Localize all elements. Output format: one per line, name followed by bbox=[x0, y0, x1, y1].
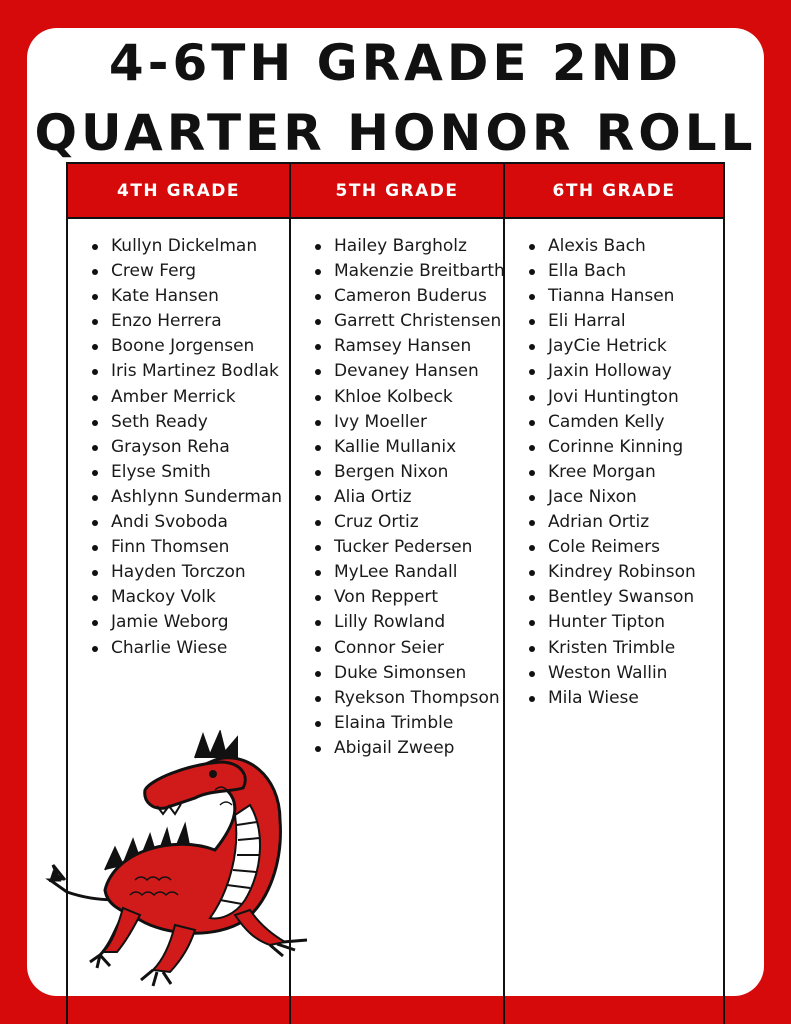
list-item: Lilly Rowland bbox=[309, 610, 503, 635]
column-header-5th-grade: 5TH GRADE bbox=[291, 162, 503, 219]
list-item: Ryekson Thompson bbox=[309, 686, 503, 711]
list-item: JayCie Hetrick bbox=[523, 334, 723, 359]
column-6th-grade bbox=[505, 162, 723, 1024]
list-item: Garrett Christensen bbox=[309, 309, 503, 334]
page-title bbox=[0, 28, 791, 168]
list-item: MyLee Randall bbox=[309, 560, 503, 585]
list-item: Duke Simonsen bbox=[309, 661, 503, 686]
list-item: Corinne Kinning bbox=[523, 435, 723, 460]
column-header-4th-grade: 4TH GRADE bbox=[68, 162, 289, 219]
list-item: Iris Martinez Bodlak bbox=[86, 359, 289, 384]
list-item: Camden Kelly bbox=[523, 410, 723, 435]
list-item: Hunter Tipton bbox=[523, 610, 723, 635]
list-item: Khloe Kolbeck bbox=[309, 385, 503, 410]
list-item: Kindrey Robinson bbox=[523, 560, 723, 585]
title-line-2: QUARTER HONOR ROLL bbox=[34, 104, 757, 162]
list-item: Elyse Smith bbox=[86, 460, 289, 485]
list-item: Boone Jorgensen bbox=[86, 334, 289, 359]
list-item: Crew Ferg bbox=[86, 259, 289, 284]
name-list-4th-grade bbox=[68, 219, 289, 661]
list-item: Abigail Zweep bbox=[309, 736, 503, 761]
list-item: Seth Ready bbox=[86, 410, 289, 435]
list-item: Makenzie Breitbarth bbox=[309, 259, 503, 284]
list-item: Bergen Nixon bbox=[309, 460, 503, 485]
list-item: Hayden Torczon bbox=[86, 560, 289, 585]
list-item: Kullyn Dickelman bbox=[86, 234, 289, 259]
list-item: Tucker Pedersen bbox=[309, 535, 503, 560]
list-item: Jace Nixon bbox=[523, 485, 723, 510]
list-item: Mackoy Volk bbox=[86, 585, 289, 610]
list-item: Adrian Ortiz bbox=[523, 510, 723, 535]
list-item: Cole Reimers bbox=[523, 535, 723, 560]
list-item: Eli Harral bbox=[523, 309, 723, 334]
title-line-1: 4-6TH GRADE 2ND bbox=[108, 34, 683, 92]
list-item: Grayson Reha bbox=[86, 435, 289, 460]
list-item: Kree Morgan bbox=[523, 460, 723, 485]
list-item: Kallie Mullanix bbox=[309, 435, 503, 460]
list-item: Finn Thomsen bbox=[86, 535, 289, 560]
list-item: Jaxin Holloway bbox=[523, 359, 723, 384]
list-item: Bentley Swanson bbox=[523, 585, 723, 610]
list-item: Von Reppert bbox=[309, 585, 503, 610]
list-item: Cruz Ortiz bbox=[309, 510, 503, 535]
list-item: Elaina Trimble bbox=[309, 711, 503, 736]
list-item: Devaney Hansen bbox=[309, 359, 503, 384]
list-item: Ella Bach bbox=[523, 259, 723, 284]
list-item: Tianna Hansen bbox=[523, 284, 723, 309]
list-item: Andi Svoboda bbox=[86, 510, 289, 535]
list-item: Kate Hansen bbox=[86, 284, 289, 309]
name-list-6th-grade bbox=[505, 219, 723, 711]
list-item: Alexis Bach bbox=[523, 234, 723, 259]
name-list-5th-grade bbox=[291, 219, 503, 761]
list-item: Ashlynn Sunderman bbox=[86, 485, 289, 510]
list-item: Ramsey Hansen bbox=[309, 334, 503, 359]
column-header-6th-grade: 6TH GRADE bbox=[505, 162, 723, 219]
list-item: Mila Wiese bbox=[523, 686, 723, 711]
list-item: Amber Merrick bbox=[86, 385, 289, 410]
dragon-mascot-icon bbox=[45, 730, 315, 990]
list-item: Jovi Huntington bbox=[523, 385, 723, 410]
list-item: Kristen Trimble bbox=[523, 636, 723, 661]
list-item: Weston Wallin bbox=[523, 661, 723, 686]
list-item: Connor Seier bbox=[309, 636, 503, 661]
list-item: Hailey Bargholz bbox=[309, 234, 503, 259]
list-item: Cameron Buderus bbox=[309, 284, 503, 309]
list-item: Enzo Herrera bbox=[86, 309, 289, 334]
list-item: Ivy Moeller bbox=[309, 410, 503, 435]
column-5th-grade bbox=[291, 162, 505, 1024]
list-item: Charlie Wiese bbox=[86, 636, 289, 661]
list-item: Jamie Weborg bbox=[86, 610, 289, 635]
list-item: Alia Ortiz bbox=[309, 485, 503, 510]
